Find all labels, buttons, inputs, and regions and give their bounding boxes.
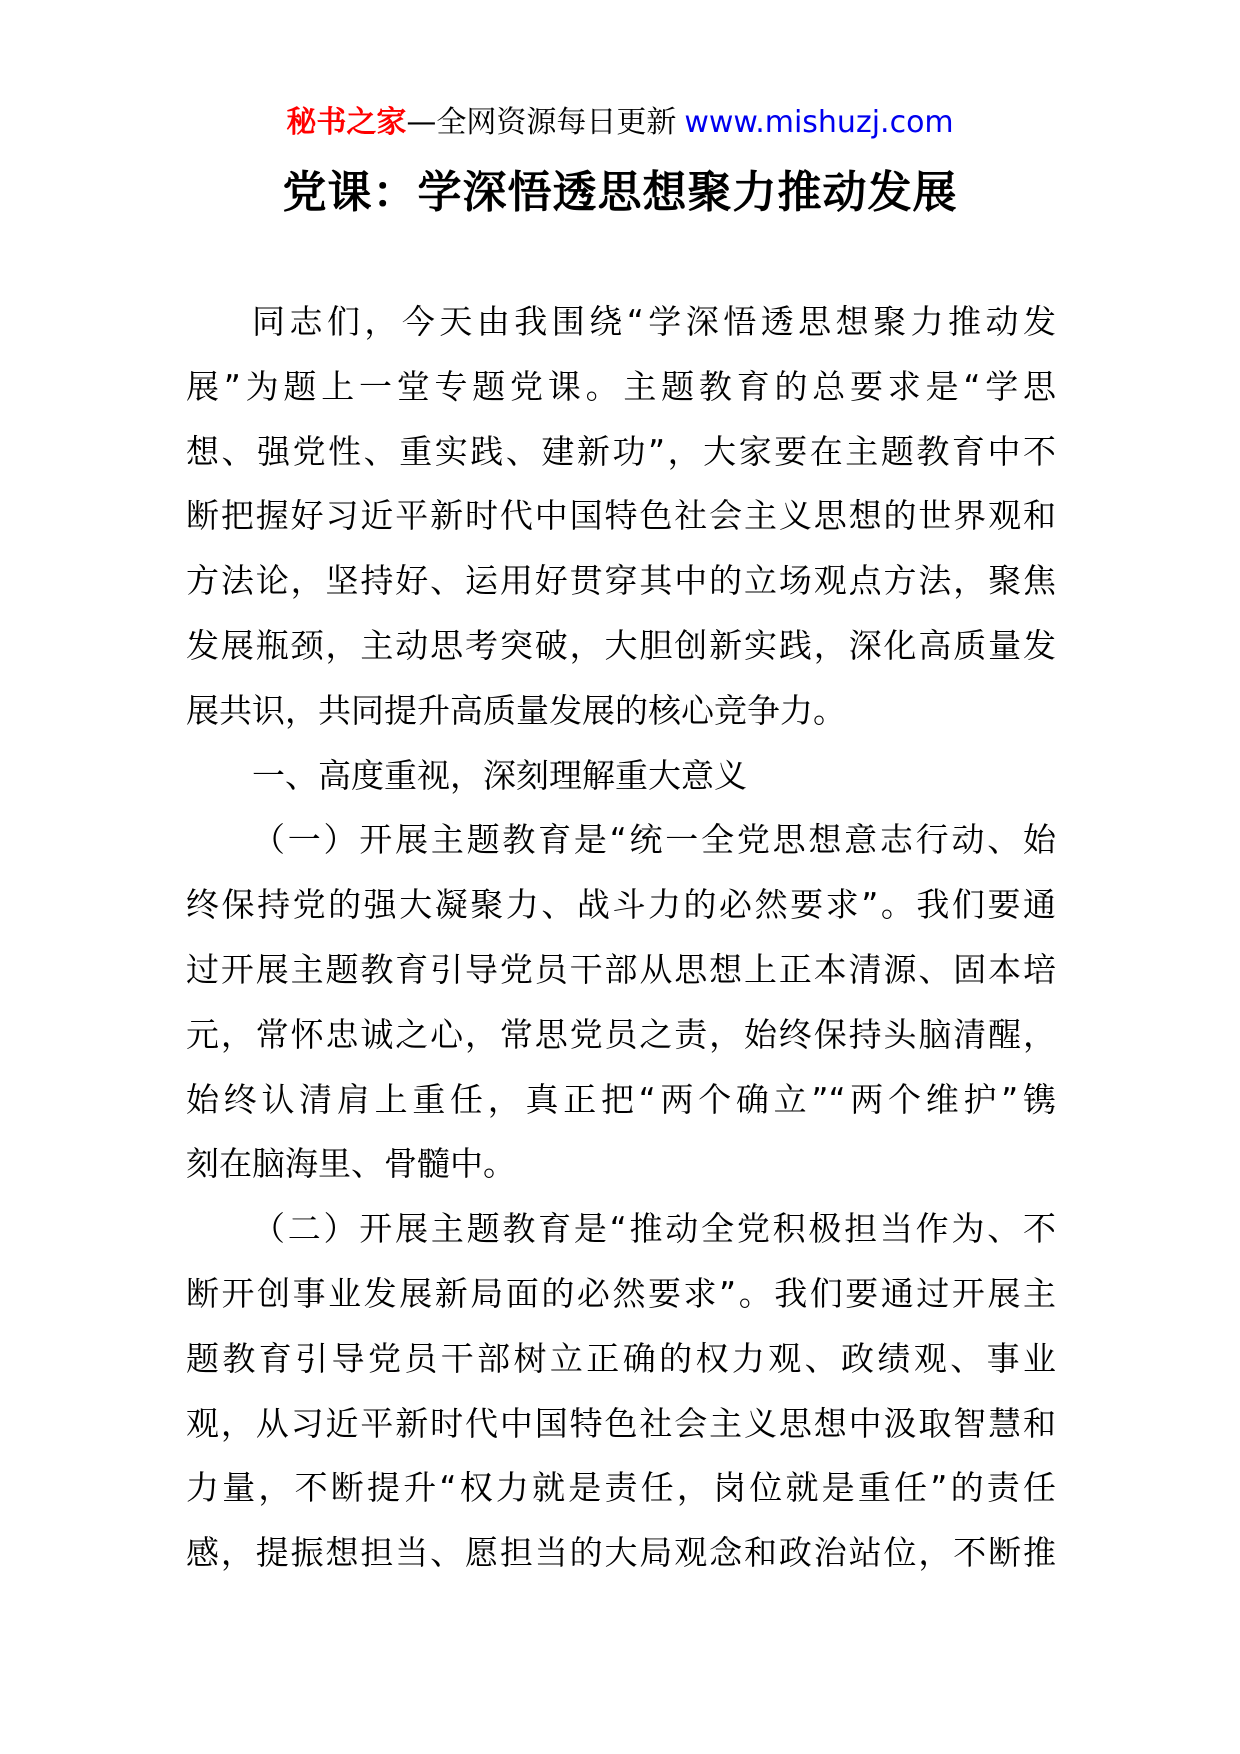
site-url[interactable]: www.mishuzj.com: [684, 105, 954, 140]
section-heading: 一、高度重视，深刻理解重大意义: [252, 755, 747, 795]
body-line: 同志们，今天由我围绕“学深悟透思想聚力推动发: [252, 302, 1056, 341]
document-title: 党课：学深悟透思想聚力推动发展: [282, 167, 958, 218]
body-line: 终保持党的强大凝聚力、战斗力的必然要求”。我们要通: [186, 885, 1056, 925]
brand-name: 秘书之家: [286, 105, 407, 140]
body-line: 力量，不断提升“权力就是责任，岗位就是重任”的责任: [186, 1468, 1056, 1508]
body-line: 刻在脑海里、骨髓中。: [186, 1144, 516, 1184]
body-line: 感，提振想担当、愿担当的大局观念和政治站位，不断推: [186, 1533, 1056, 1573]
site-header: [0, 98, 1240, 148]
body-line: 展”为题上一堂专题党课。主题教育的总要求是“学思: [186, 366, 1056, 406]
body-line: 观，从习近平新时代中国特色社会主义思想中汲取智慧和: [186, 1403, 1056, 1443]
body-line: （二）开展主题教育是“推动全党积极担当作为、不: [252, 1209, 1056, 1249]
body-line: 想、强党性、重实践、建新功”，大家要在主题教育中不: [186, 431, 1056, 471]
body-line: 过开展主题教育引导党员干部从思想上正本清源、固本培: [186, 949, 1056, 989]
body-line: 发展瓶颈，主动思考突破，大胆创新实践，深化高质量发: [186, 625, 1056, 665]
body-line: 断把握好习近平新时代中国特色社会主义思想的世界观和: [186, 496, 1056, 536]
site-tagline: —全网资源每日更新: [406, 105, 677, 140]
body-line: （一）开展主题教育是“统一全党思想意志行动、始: [252, 820, 1056, 860]
body-line: 始终认清肩上重任，真正把“两个确立”“两个维护”镌: [186, 1079, 1056, 1119]
document-body: [186, 290, 1056, 1586]
body-line: 断开创事业发展新局面的必然要求”。我们要通过开展主: [186, 1273, 1056, 1313]
body-line: 元，常怀忠诚之心，常思党员之责，始终保持头脑清醒，: [186, 1014, 1056, 1054]
body-line: 展共识，共同提升高质量发展的核心竞争力。: [186, 690, 846, 730]
body-line: 题教育引导党员干部树立正确的权力观、政绩观、事业: [186, 1338, 1056, 1378]
body-line: 方法论，坚持好、运用好贯穿其中的立场观点方法，聚焦: [186, 561, 1056, 601]
